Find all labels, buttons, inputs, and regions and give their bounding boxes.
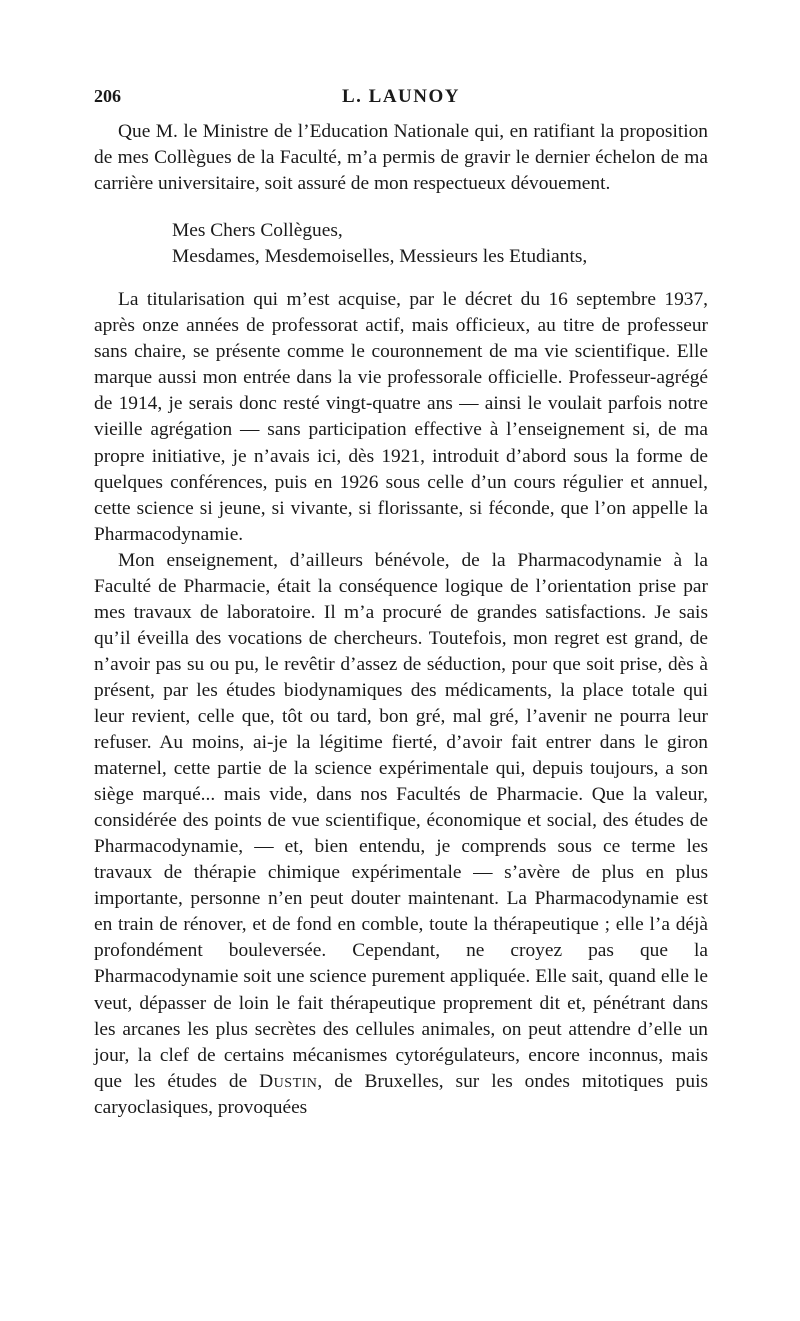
- salutation-line-2: Mesdames, Mesdemoiselles, Messieurs les Etudiants,: [172, 246, 588, 268]
- page-header: [94, 86, 708, 112]
- paragraph-text-end: , de Bruxelles, sur les ondes mitotiques puis caryoclasiques, provoquées: [94, 1070, 708, 1118]
- paragraph-text: Mon enseignement, d’ailleurs bénévole, de la Pharmacodynamie à la Faculté de Pharmacie, était la conséquence logique de l’orientation prise par mes travaux de laboratoire. Il m’a procuré de grandes satisfactions. Je sais qu’il éveilla des vocations de chercheurs. Toutefois, mon regret est grand, de n’avoir pas su ou pu, le revêtir d’assez de séduction, pour que soit prise, dès à présent, par les études biodynamiques des médicaments, la place totale qui leur revient, celle que, tôt ou tard, bon gré, mal gré, l’avenir ne pourra leur refuser. Au moins, ai-je la légitime fierté, d’avoir fait entrer dans le giron maternel, cette partie de la science expérimentale qui, depuis toujours, a son siège marqué... mais vide, dans nos Facultés de Pharmacie. Que la valeur, considérée des points de vue scientifique, économique et social, des études de Pharmacodynamie, — et, bien entendu, je comprends sous ce terme les travaux de thérapie chimique expérimentale — s’avère de plus en plus importante, personne n’en peut douter maintenant. La Pharmacodynamie est en train de rénover, et de fond en comble, toute la thérapeutique ; elle l’a déjà profondément bouleversée. Cependant, ne croyez pas que la Pharmacodynamie soit une science purement appliquée. Elle sait, quand elle le veut, dépasser de loin le fait thérapeutique proprement dit et, pénétrant dans les arcanes les plus secrètes des cellules animales, on peut attendre d’elle un jour, la clef de certains mécanismes cytorégulateurs, encore inconnus, mais que les études de: [94, 549, 708, 1092]
- salutation-line-1: Mes Chers Collègues,: [172, 220, 343, 242]
- page-number: 206: [94, 86, 121, 106]
- body-text: [94, 119, 708, 1121]
- salutation: [172, 218, 708, 270]
- opening-paragraph: Que M. le Ministre de l’Education Nationale qui, en ratifiant la proposition de mes Collègues de la Faculté, m’a permis de gravir le dernier échelon de ma carrière universitaire, soit assuré de mon respectueux dévouement.: [94, 121, 708, 195]
- author-name: Dustin: [259, 1070, 318, 1092]
- running-title: L. LAUNOY: [341, 86, 460, 107]
- paragraph-enseignement: [94, 548, 708, 1121]
- paragraph-titularisation: La titularisation qui m’est acquise, par le décret du 16 septembre 1937, après onze années de professorat actif, mais officieux, au titre de professeur sans chaire, se présente comme le couronnement de ma vie scientifique. Elle marque aussi mon entrée dans la vie professorale officielle. Professeur-agrégé de 1914, je serais donc resté vingt-quatre ans — ainsi le voulait parfois notre vieille agrégation — sans participation effective à l’enseignement si, de ma propre initiative, je n’avais ici, dès 1921, introduit d’abord sous la forme de quelques conférences, puis en 1926 sous celle d’un cours régulier et annuel, cette science si jeune, si vivante, si florissante, si féconde, que l’on appelle la Pharmacodynamie.: [94, 289, 708, 545]
